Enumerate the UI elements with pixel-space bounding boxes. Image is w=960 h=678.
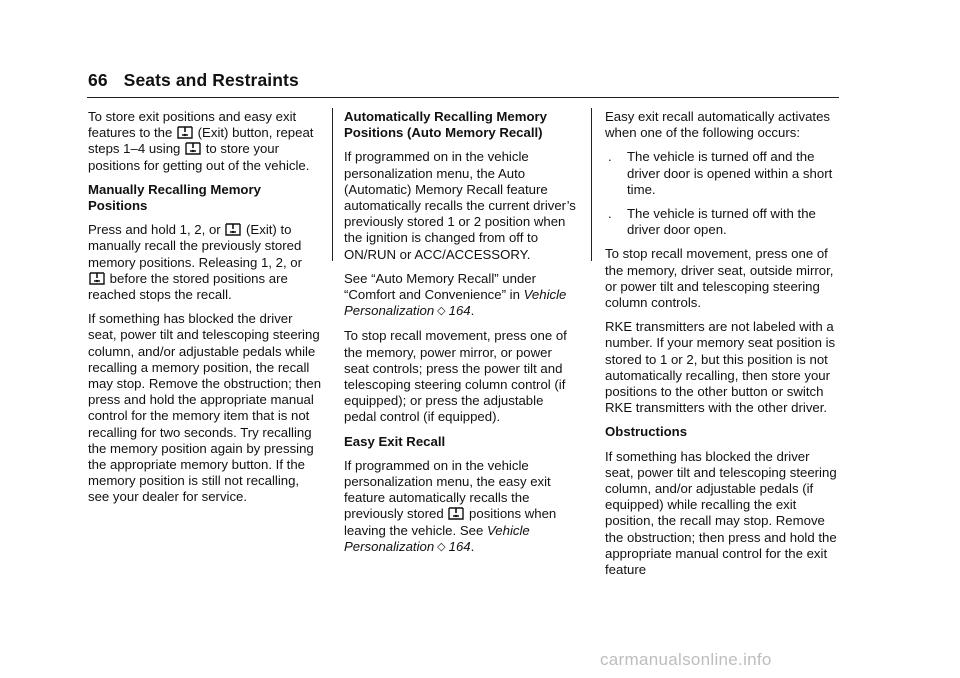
bullet-mark: . <box>608 149 612 165</box>
list-item: . The vehicle is turned off and the driver door is opened within a short time. <box>608 149 833 197</box>
paragraph: To stop recall movement, press one of the memory, driver seat, outside mirror, or power tilt and telescoping steering column controls. <box>605 246 834 311</box>
paragraph: Easy exit recall automatically activates when one of the following occurs: <box>605 109 831 141</box>
column-divider <box>332 108 333 261</box>
page-reference-icon: ◇ <box>437 540 446 553</box>
exit-memory-button-icon <box>177 126 193 139</box>
column-divider <box>591 108 592 261</box>
list-item: . The vehicle is turned off with the driver door open. <box>608 206 816 238</box>
paragraph: To stop recall movement, press one of the memory, power mirror, or power seat controls; press the power tilt and telescoping steering column control (if equipped); or press the adjustable pedal control (if equipped). <box>344 328 567 425</box>
section-title: Seats and Restraints <box>123 70 299 90</box>
page-reference-icon: ◇ <box>437 305 446 318</box>
paragraph: If something has blocked the driver seat, power tilt and telescoping steering column, and/or adjustable pedals (if equipped) while recalling the exit position, the recall may stop. Remove the obstruction; then press and hold the appropriate manual control for the exit feature <box>605 448 837 578</box>
page-header <box>88 70 299 91</box>
paragraph: If programmed on in the vehicle personalization menu, the Auto (Automatic) Memory Recall feature automatically recalls the current driver’s previously stored 1 or 2 position when the ignition is changed from off to ON/RUN or ACC/ACCESSORY. <box>344 149 576 262</box>
page-ref-number: 164 <box>448 303 471 319</box>
subheading: Obstructions <box>605 424 688 440</box>
page-number: 66 <box>88 70 108 90</box>
paragraph: If something has blocked the driver seat, power tilt and telescoping steering column, and/or adjustable pedals while recalling a memory position, the recall may stop. Remove the obstruction; then press and hold the appropriate manual control for the memory item that is not recalling for two seconds. Try recalling the memory position again by pressing the appropriate memory button. If the memory position is still not recalling, see your dealer for service. <box>88 311 322 505</box>
column-2 <box>344 109 579 564</box>
exit-memory-button-icon <box>185 142 201 155</box>
paragraph: See “Auto Memory Recall” under “Comfort and Convenience” in Vehicle Personalization ◇ 164. <box>344 270 567 319</box>
exit-memory-button-icon <box>225 223 241 236</box>
paragraph: To store exit positions and easy exit features to the (Exit) button, repeat steps 1–4 using to store your positions for getting out of the vehicle. <box>88 109 314 173</box>
column-1 <box>88 109 323 514</box>
paragraph: If programmed on in the vehicle personalization menu, the easy exit feature automatically recalls the previously stored positions when leaving the vehicle. See Vehicle Personalization ◇ 164. <box>344 457 557 554</box>
cross-reference-link[interactable]: Vehicle Personalization <box>344 287 567 319</box>
exit-memory-button-icon <box>89 272 105 285</box>
bullet-mark: . <box>608 206 612 222</box>
paragraph: RKE transmitters are not labeled with a number. If your memory seat position is stored to 1 or 2, but this position is not automatically recalling, then store your positions to the other button or switch RKE transmitters with the other driver. <box>605 319 836 416</box>
watermark: carmanualsonline.info <box>600 650 772 669</box>
column-3 <box>605 109 840 586</box>
cross-reference-link[interactable]: Vehicle Personalization <box>344 522 530 554</box>
subheading: Automatically Recalling Memory Positions (Auto Memory Recall) <box>344 109 547 141</box>
page-ref-number: 164 <box>448 538 471 554</box>
header-rule <box>87 97 839 98</box>
paragraph: Press and hold 1, 2, or (Exit) to manually recall the previously stored memory positions. Releasing 1, 2, or before the stored positions are reached stops the recall. <box>88 222 303 303</box>
exit-memory-button-icon <box>448 507 464 520</box>
subheading: Manually Recalling Memory Positions <box>88 181 261 214</box>
subheading: Easy Exit Recall <box>344 433 446 449</box>
